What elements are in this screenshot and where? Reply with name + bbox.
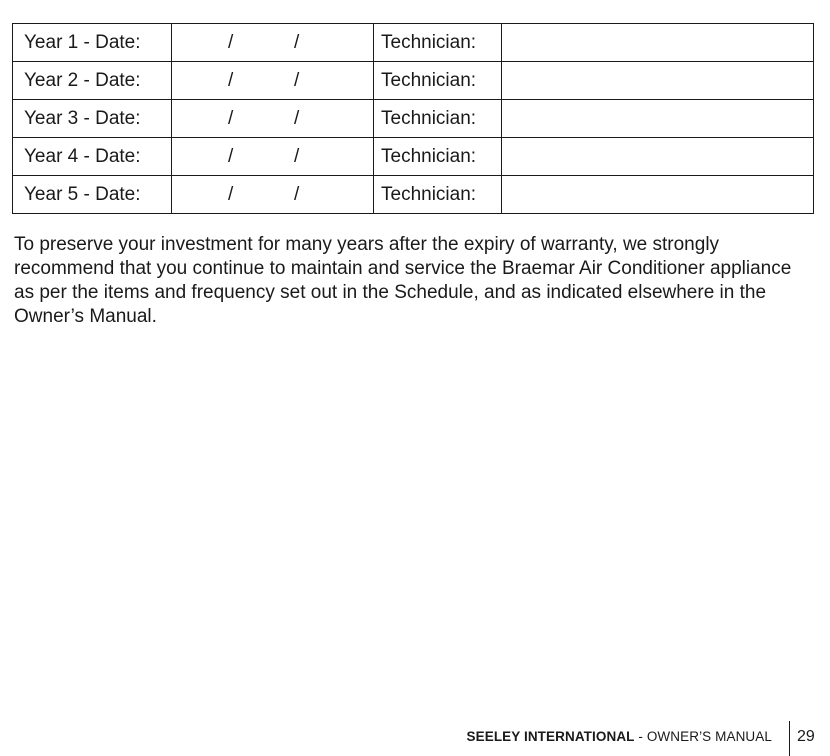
technician-field[interactable] <box>502 100 814 138</box>
technician-label: Technician: <box>374 138 502 176</box>
date-separator: / <box>228 183 234 205</box>
date-field[interactable] <box>172 24 374 62</box>
date-field[interactable] <box>172 62 374 100</box>
date-separator: / <box>294 145 300 167</box>
date-separator: / <box>294 183 300 205</box>
table-row <box>13 100 814 138</box>
maintenance-recommendation-paragraph: To preserve your investment for many years after the expiry of warranty, we strongly recommend that you continue to maintain and service the Braemar Air Conditioner appliance as per the items and frequency set out in the Schedule, and as indicated elsewhere in the Owner’s Manual. <box>14 234 792 327</box>
year-date-label: Year 3 - Date: <box>13 100 172 138</box>
date-separator: / <box>228 145 234 167</box>
technician-label: Technician: <box>374 176 502 214</box>
date-field[interactable] <box>172 138 374 176</box>
table-row <box>13 138 814 176</box>
date-field[interactable] <box>172 100 374 138</box>
technician-field[interactable] <box>502 62 814 100</box>
technician-field[interactable] <box>502 176 814 214</box>
technician-label: Technician: <box>374 62 502 100</box>
table-row <box>13 62 814 100</box>
date-separator: / <box>228 107 234 129</box>
footer-divider <box>789 721 790 756</box>
date-separator: / <box>228 69 234 91</box>
footer-brand: SEELEY INTERNATIONAL <box>466 729 635 744</box>
table-row <box>13 176 814 214</box>
technician-label: Technician: <box>374 24 502 62</box>
year-date-label: Year 5 - Date: <box>13 176 172 214</box>
table-row <box>13 24 814 62</box>
footer-separator: - <box>634 729 647 744</box>
date-field[interactable] <box>172 176 374 214</box>
date-separator: / <box>294 107 300 129</box>
page-footer <box>0 721 830 756</box>
page-number: 29 <box>797 728 815 745</box>
year-date-label: Year 1 - Date: <box>13 24 172 62</box>
year-date-label: Year 2 - Date: <box>13 62 172 100</box>
technician-label: Technician: <box>374 100 502 138</box>
date-separator: / <box>294 69 300 91</box>
year-date-label: Year 4 - Date: <box>13 138 172 176</box>
date-separator: / <box>228 31 234 53</box>
footer-manual-title: OWNER’S MANUAL <box>646 729 772 744</box>
technician-field[interactable] <box>502 138 814 176</box>
technician-field[interactable] <box>502 24 814 62</box>
date-separator: / <box>294 31 300 53</box>
footer-title <box>467 729 773 744</box>
service-log-table <box>12 23 814 214</box>
